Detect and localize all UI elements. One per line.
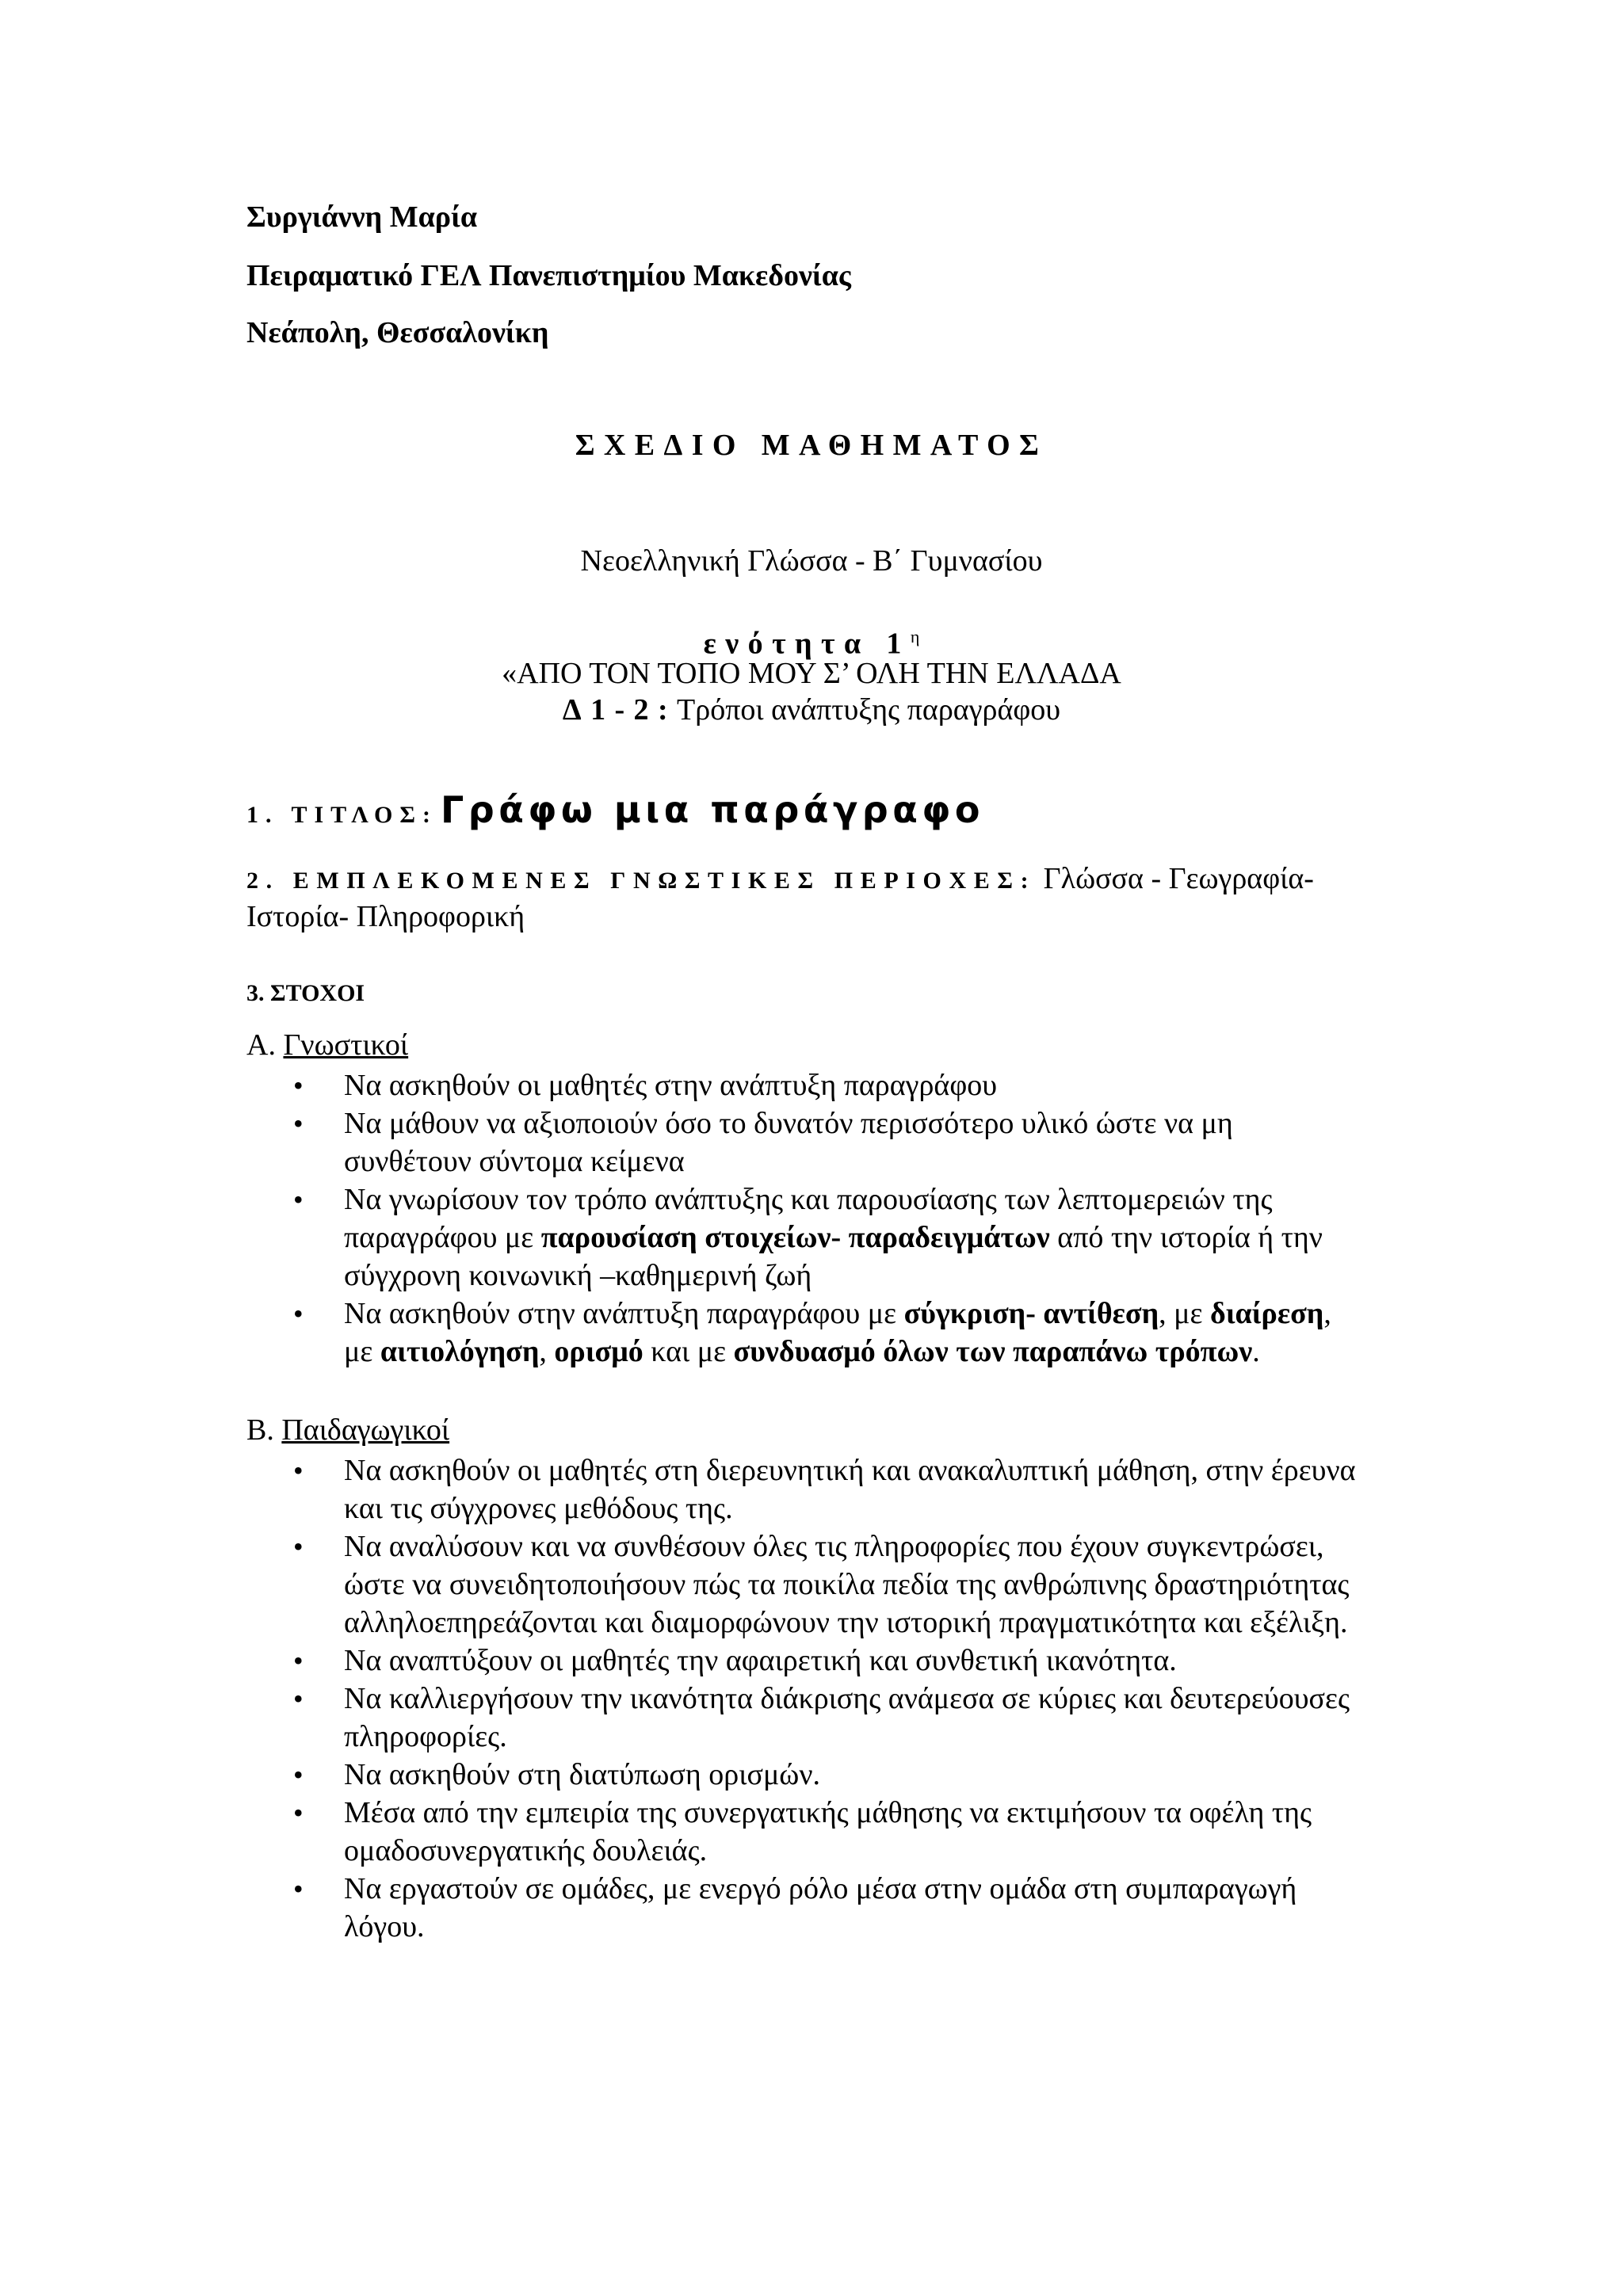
group-b-title: Παιδαγωγικοί [281, 1413, 450, 1447]
group-a-list [0, 1066, 1366, 1371]
unit-label [0, 620, 1623, 662]
subject-line: Νεοελληνική Γλώσσα - Β΄ Γυμνασίου [580, 544, 1043, 578]
list-item-text: Να ασκηθούν οι μαθητές στη διερευνητική και ανακαλυπτική μάθηση, στην έρευνα και τις σύγχρονες μεθόδους της. [344, 1454, 1356, 1525]
list-item-text: Μέσα από την εμπειρία της συνεργατικής μάθησης να εκτιμήσουν τα οφέλη της ομαδοσυνεργατικής δουλειάς. [344, 1796, 1312, 1867]
group-a-title: Γνωστικοί [283, 1028, 409, 1062]
list-item-text: από την ιστορία ή την σύγχρονη κοινωνική –καθημερινή ζωή [344, 1221, 1323, 1292]
list-item-text: παρουσίαση στοιχείων- παραδειγμάτων [540, 1221, 1050, 1254]
bullet-icon: • [293, 1873, 304, 1905]
title-item-value: Γράφω μια παράγραφο [440, 788, 984, 831]
list-item-text: Να ασκηθούν στη διατύπωση ορισμών. [344, 1758, 821, 1791]
bullet-icon: • [293, 1645, 304, 1676]
list-item-text: Να εργαστούν σε ομάδες, με ενεργό ρόλο μέσα στην ομάδα στη συμπαραγωγή λόγου. [344, 1872, 1297, 1943]
list-item-text: ορισμό [554, 1335, 643, 1368]
group-a-heading [246, 1027, 408, 1063]
subject-areas-label: 2. ΕΜΠΛΕΚΟΜΕΝΕΣ ΓΝΩΣΤΙΚΕΣ ΠΕΡΙΟΧΕΣ: [246, 868, 1037, 894]
group-a-prefix: Α. [246, 1028, 284, 1062]
list-item [0, 1104, 1366, 1180]
list-item [0, 1451, 1366, 1527]
school-location: Νεάπολη, Θεσσαλονίκη [246, 316, 549, 349]
group-b-heading [246, 1412, 449, 1448]
unit-section [0, 692, 1623, 727]
subject-areas-line2: Ιστορία- Πληροφορική [246, 900, 525, 933]
plan-title: ΣΧΕΔΙΟ ΜΑΘΗΜΑΤΟΣ [575, 429, 1048, 462]
bullet-icon: • [293, 1531, 304, 1562]
bullet-icon: • [293, 1184, 304, 1215]
list-item-text: . [1252, 1335, 1260, 1368]
list-item-text: Να καλλιεργήσουν την ικανότητα διάκρισης ανάμεσα σε κύριες και δευτερεύουσες πληροφορίες. [344, 1682, 1350, 1753]
list-item [0, 1295, 1366, 1371]
list-item [0, 1680, 1366, 1756]
objectives-heading: 3. ΣΤΟΧΟΙ [246, 980, 365, 1006]
list-item [0, 1066, 1366, 1104]
list-item [0, 1180, 1366, 1295]
list-item-text: και με [643, 1335, 734, 1368]
list-item-text: συνδυασμό όλων των παραπάνω τρόπων [733, 1335, 1253, 1368]
title-item [246, 788, 984, 841]
unit-section-text: Τρόποι ανάπτυξης παραγράφου [677, 693, 1061, 727]
list-item-text: διαίρεση [1210, 1297, 1324, 1330]
list-item-text: Να μάθουν να αξιοποιούν όσο το δυνατόν περισσότερο υλικό ώστε να μη συνθέτουν σύντομα κείμενα [344, 1107, 1233, 1178]
unit-label-sup: η [910, 627, 920, 646]
group-b-list [0, 1451, 1366, 1946]
list-item-text: Να αναλύσουν και να συνθέσουν όλες τις πληροφορίες που έχουν συγκεντρώσει, ώστε να συνειδητοποιήσουν πώς τα ποικίλα πεδία της ανθρώπινης δραστηριότητας αλληλοεπηρεάζονται και διαμορφώνουν την ιστορική πραγματικότητα και εξέλιξη. [344, 1530, 1350, 1639]
list-item-text: , [539, 1335, 555, 1368]
list-item-text: Να γνωρίσουν τον τρόπο ανάπτυξης και παρουσίασης των λεπτομερειών της παραγράφου με [344, 1183, 1273, 1254]
bullet-icon: • [293, 1070, 304, 1101]
list-item-text: Να αναπτύξουν οι μαθητές την αφαιρετική και συνθετική ικανότητα. [344, 1644, 1177, 1677]
unit-label-text: ενότητα 1 [703, 627, 911, 661]
bullet-icon: • [293, 1455, 304, 1486]
list-item [0, 1527, 1366, 1642]
group-b-prefix: Β. [246, 1413, 282, 1447]
list-item [0, 1642, 1366, 1680]
list-item-text: Να ασκηθούν στην ανάπτυξη παραγράφου με [344, 1297, 904, 1330]
list-item [0, 1870, 1366, 1946]
list-item-text: Να ασκηθούν οι μαθητές στην ανάπτυξη παραγράφου [344, 1069, 998, 1102]
author-name: Συργιάννη Μαρία [246, 200, 478, 234]
unit-section-code: Δ1-2: [562, 693, 678, 727]
bullet-icon: • [293, 1298, 304, 1329]
list-item-text: σύγκριση- αντίθεση [903, 1297, 1159, 1330]
bullet-icon: • [293, 1797, 304, 1829]
school-name: Πειραματικό ΓΕΛ Πανεπιστημίου Μακεδονίας [246, 259, 851, 292]
subject-areas-value: Γλώσσα - Γεωγραφία- [1036, 862, 1314, 895]
unit-title: «ΑΠΟ ΤΟΝ ΤΟΠΟ ΜΟΥ Σ’ ΟΛΗ ΤΗΝ ΕΛΛΑΔΑ [502, 657, 1121, 690]
subject-areas-line1 [246, 860, 1314, 899]
list-item-text: αιτιολόγηση [380, 1335, 540, 1368]
list-item [0, 1756, 1366, 1794]
bullet-icon: • [293, 1759, 304, 1791]
list-item [0, 1794, 1366, 1870]
title-item-label: 1. ΤΙΤΛΟΣ: [246, 802, 437, 828]
list-item-text: , με [344, 1297, 1331, 1368]
bullet-icon: • [293, 1108, 304, 1139]
list-item-text: , με [1159, 1297, 1210, 1330]
bullet-icon: • [293, 1683, 304, 1714]
